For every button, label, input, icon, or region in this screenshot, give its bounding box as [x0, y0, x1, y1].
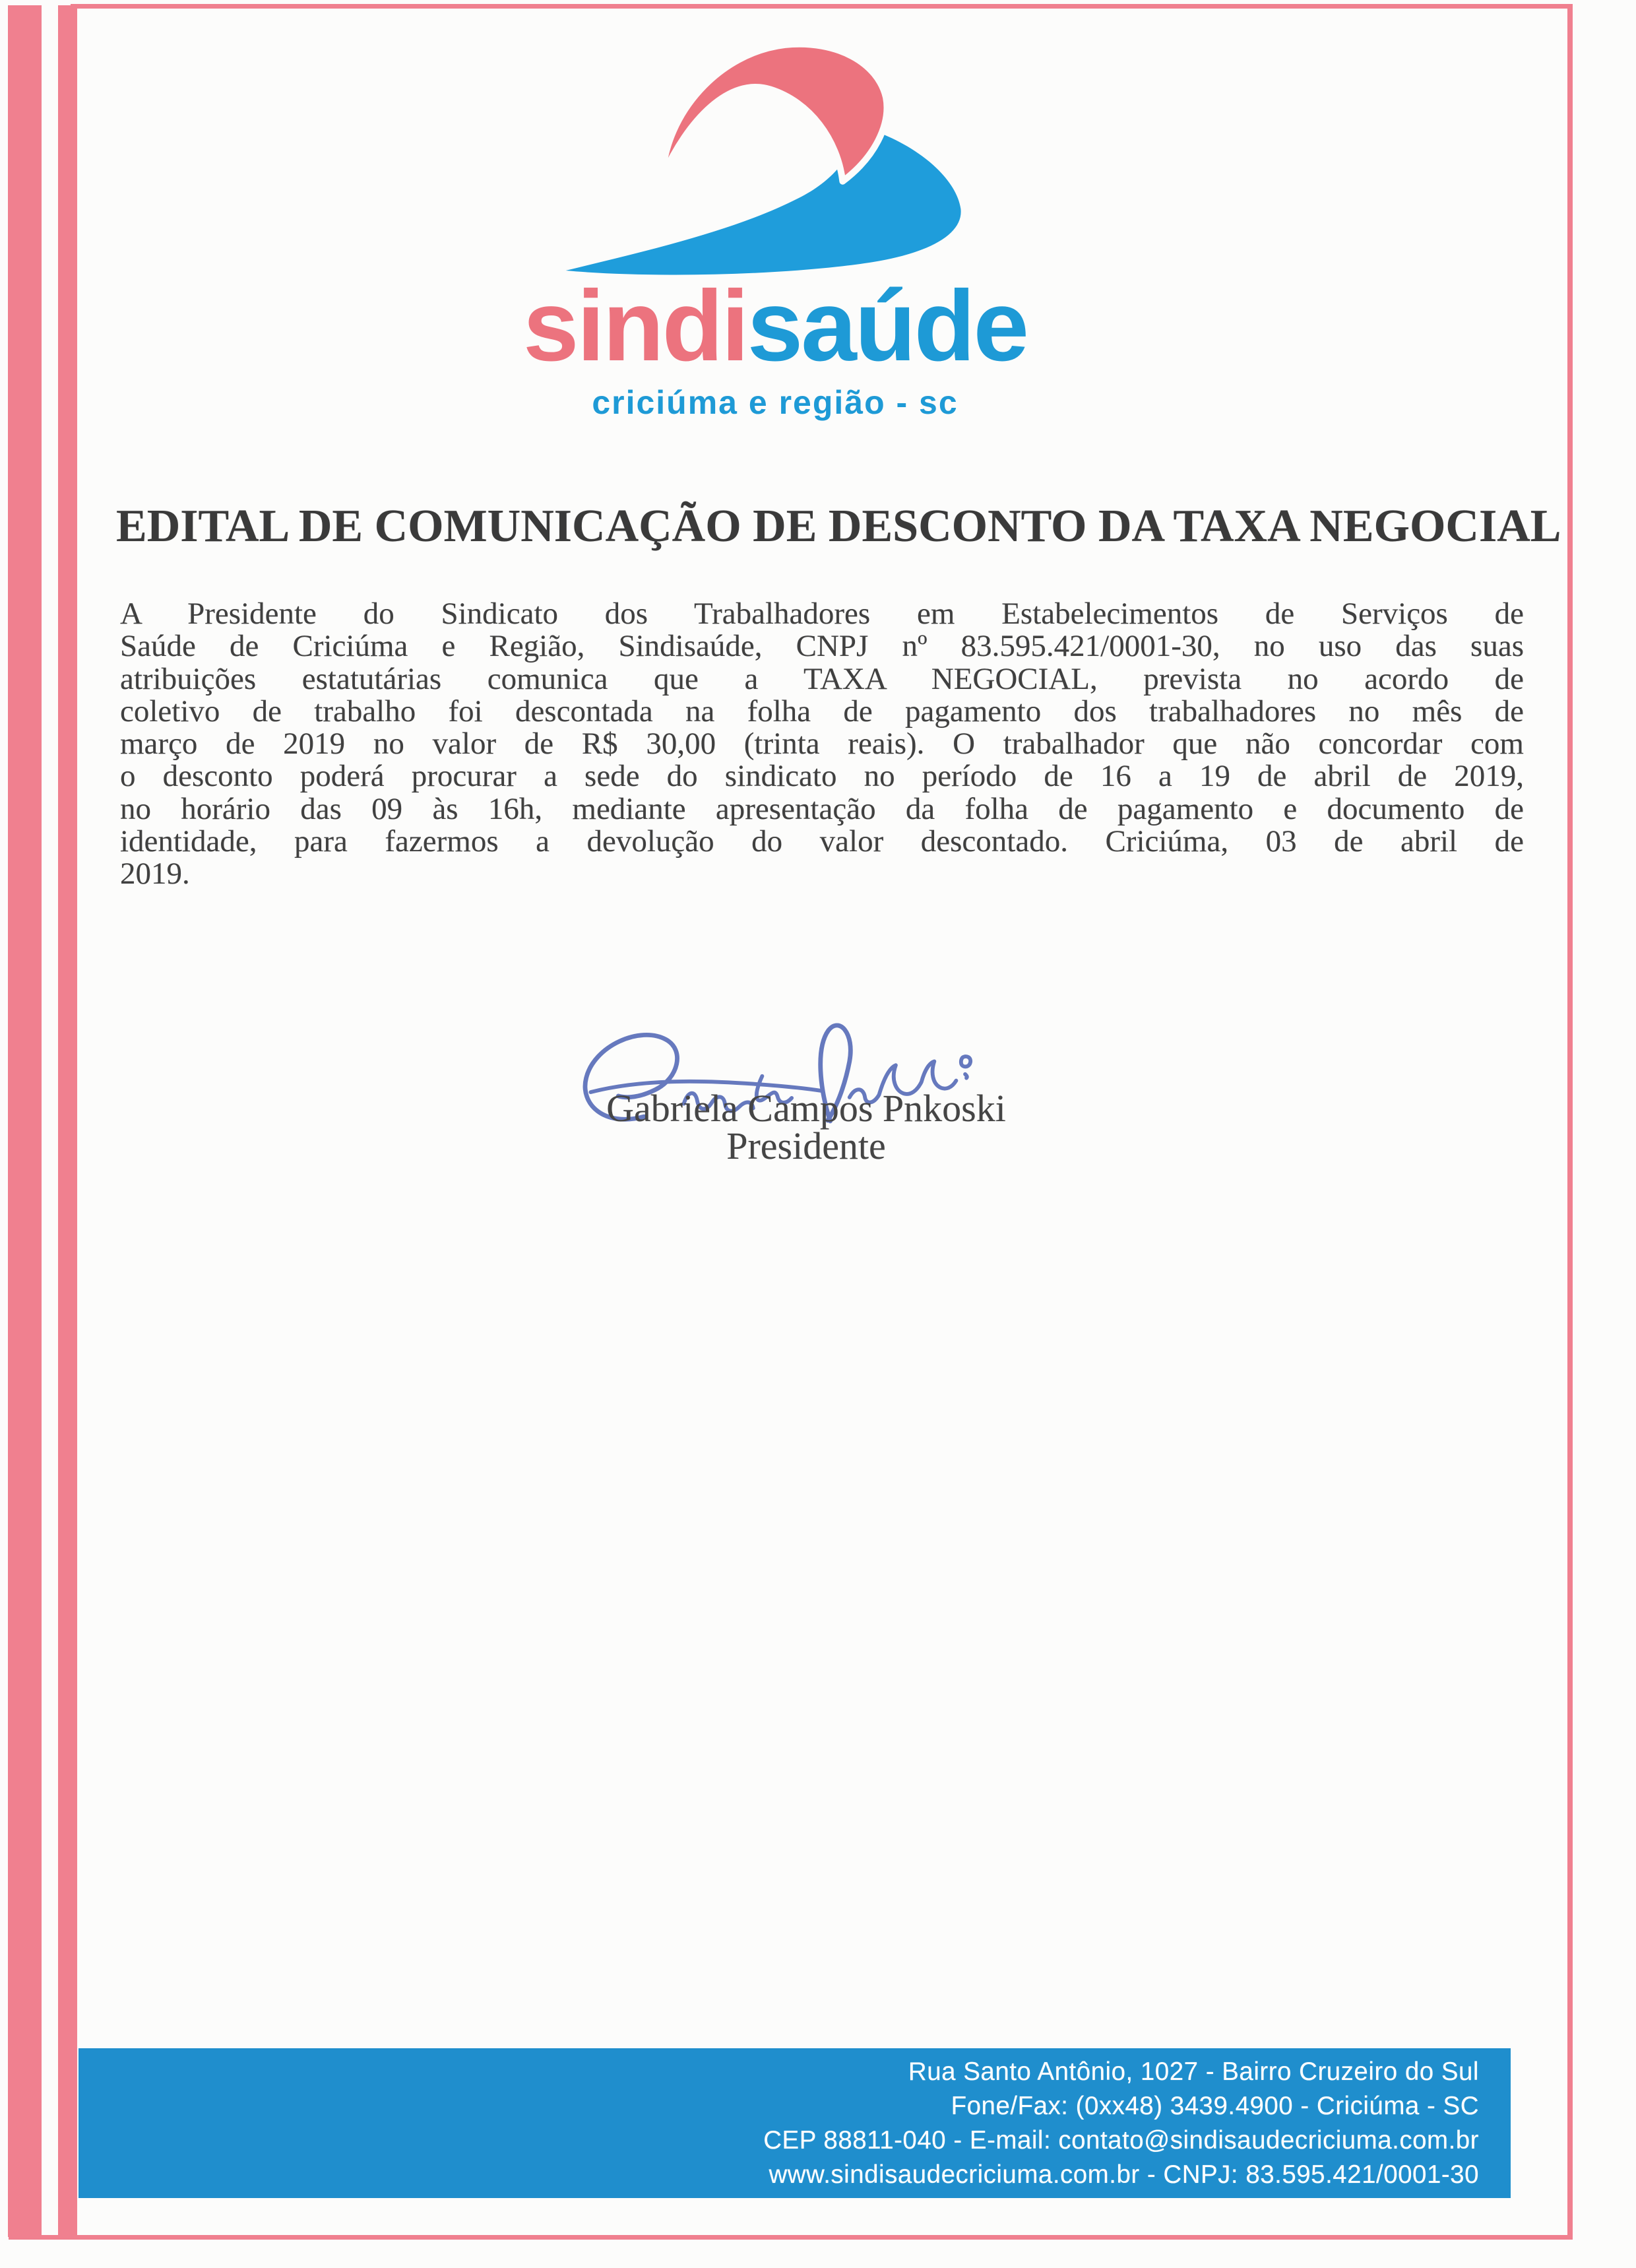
footer-line: CEP 88811-040 - E-mail: contato@sindisaudecriciuma.com.br [763, 2125, 1479, 2155]
wordmark-sindi: sindi [522, 270, 747, 382]
footer-line: Rua Santo Antônio, 1027 - Bairro Cruzeiro do Sul [908, 2057, 1479, 2086]
body-line: atribuições estatutárias comunica que a TAXA NEGOCIAL, prevista no acordo de [120, 661, 1524, 696]
body-line: no horário das 09 às 16h, mediante apresentação da folha de pagamento e documento de [120, 791, 1524, 826]
body-line: A Presidente do Sindicato dos Trabalhadores em Estabelecimentos de Serviços de [120, 597, 1524, 631]
body-paragraph [120, 598, 1524, 891]
s-red-swoosh [662, 44, 887, 181]
sindisaude-s-icon [561, 34, 970, 277]
s-blue-swoosh [566, 126, 961, 275]
footer-line: Fone/Fax: (0xx48) 3439.4900 - Criciúma - SC [951, 2091, 1479, 2120]
body-line: março de 2019 no valor de R$ 30,00 (trinta reais). O trabalhador que não concordar com [120, 727, 1524, 761]
body-line: identidade, para fazermos a devolução do valor descontado. Criciúma, 03 de abril de [120, 824, 1524, 859]
body-line: coletivo de trabalho foi descontada na folha de pagamento dos trabalhadores no mês de [120, 694, 1524, 729]
bottom-border-line [9, 2235, 1573, 2240]
footer-line: www.sindisaudecriciuma.com.br - CNPJ: 83.595.421/0001-30 [769, 2160, 1479, 2189]
document-title: EDITAL DE COMUNICAÇÃO DE DESCONTO DA TAXA NEGOCIAL [116, 501, 1561, 552]
left-border-outer-bar [8, 5, 42, 2237]
signatory-name: Gabriela Campos Pnkoski [606, 1087, 1006, 1130]
logo-wordmark [99, 270, 1451, 382]
wordmark-saude: saúde [747, 270, 1027, 382]
body-line: Saúde de Criciúma e Região, Sindisaúde, CNPJ nº 83.595.421/0001-30, no uso das suas [120, 629, 1524, 664]
left-border-inner-bar [58, 5, 77, 2237]
right-border-line [1567, 4, 1573, 2240]
signatory-role: Presidente [726, 1124, 886, 1167]
logo-subtitle: criciúma e região - sc [592, 384, 959, 421]
body-line: 2019. [120, 857, 190, 891]
body-line: o desconto poderá procurar a sede do sindicato no período de 16 a 19 de abril de 2019, [120, 759, 1524, 794]
top-border-line [71, 4, 1573, 9]
footer-bar [79, 2048, 1511, 2198]
